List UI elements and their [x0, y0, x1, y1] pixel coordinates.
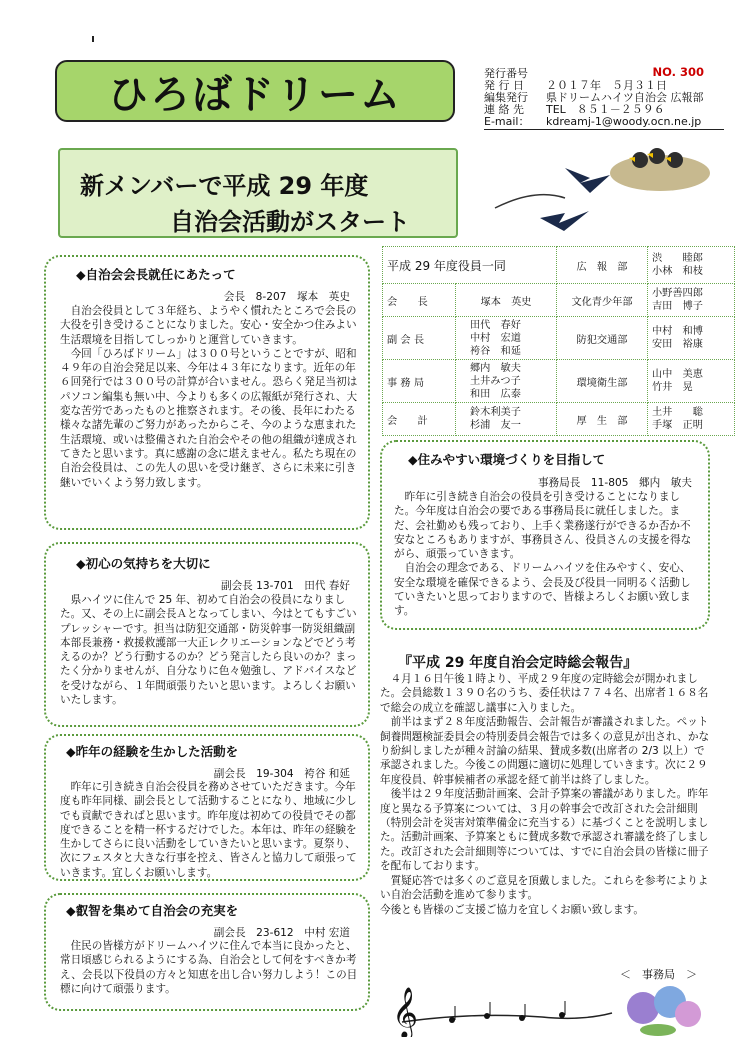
- masthead-meta: [484, 65, 724, 130]
- article-author: 会長 8-207 塚本 英史: [223, 291, 350, 303]
- article-body: 昨年に引き続き自治会の役員を引き受けることになりました。今年度は自治会の要である事務局長に就任しました。まだ、会社勤めも残っており、上手く業務遂行ができるか否か不安なところもありますが、事務員さん、役員さんの支援を得ながら、頑張っていきます。 自治会の理念である、ドリームハイツを住みやすく、安心、安全な環境を確保できるよう、会長及び役員一同明るく活動していきたいと思っておりますので、皆様よろしくお願い致します。: [394, 491, 692, 618]
- officers-caption: 平成 29 年度役員一同: [383, 247, 557, 284]
- article-author: 事務局長 11-805 郷内 敏夫: [537, 477, 692, 489]
- report-body: ４月１６日午後１時より、平成２９年度の定時総会が開かれました。会員総数１３９０名のうち、委任状は７７４名、出席者１６８名で総会の成立を確認し議事に入りました。 前半はまず２８年度活動報告、会計報告が審議されました。ペット飼養問題検証委員会の特別委員会報告では多くの意見が出され、かなり紛糾しましたが種々討論の結果、賛成多数(出席者の 2/3 以上）で承認されました。今後この問題に適切に処理していきます。次に２９年度役員、幹事候補者の承認を経て前半は終了しました。 後半は２９年度活動計画案、会計予算案の審議がありました。昨年度と異なる予算案については、３月の幹事会で改訂された会計細則（特別会計を災害対策準備金に充当する）に基づくことを説明しました。活動計画案、予算案ともに賛成多数で承認され審議を終了しました。改訂された会計細則等については、すでに自治会員の皆様に冊子を配布しております。 質疑応答では多くのご意見を頂戴しました。これらを参考によりよい自治会活動を進めて参ります。 今後とも皆様のご支援ご協力を宜しくお願い致します。: [380, 673, 710, 916]
- article-author: 副会長 23-612 中村 宏道: [213, 927, 350, 939]
- hydrangea-icon: [618, 980, 708, 1040]
- meta-row: 編集発行 県ドリームハイツ自治会 広報部: [484, 91, 704, 104]
- meta-row: 発 行 日 ２０１７年 ５月３１日: [484, 79, 667, 92]
- article-heading: ◆昨年の経験を生かした活動を: [66, 744, 239, 759]
- article-heading: ◆叡智を集めて自治会の充実を: [66, 903, 239, 918]
- headline-banner: [58, 148, 458, 238]
- article-body: 自治会役員として３年経ち、ようやく慣れたところで会長の大役を引き受けることになりました。安心・安全かつ住みよい生活環境を目指してしっかりと運営していきます。 今回「ひろばドリーム」は３００号ということですが、昭和４９年の自治会発足以来、今年は４３年になります。近年の年６回発行では３００号の計算が合いません。恐らく発足当初はパソコン編集も無い中、今よりも多くの広報紙が発行され、大変な苦労であったものと推察されます。その後、長年にわたる様々な諸先輩のご努力があったからこそ、今のような恵まれた生活環境、或いは整備された自治会やその他の組織が達成されてきたと思います。真に感謝の念に堪えません。私たち現在の自治会役員は、この先人の思いを受け継ぎ、さらに未来に引き継いでいくよう努力致します。: [60, 305, 358, 489]
- article-author: 副会長 19-304 袴谷 和延: [213, 768, 350, 780]
- article-box: [44, 542, 370, 727]
- article-body: 昨年に引き続き自治会役員を務めさせていただきます。今年度も昨年同様、副会長として活動することになり、地域に少しでも貢献できればと思います。昨年度は初めての役員でその都度できることを精一杯するだけでした。本年は、昨年の経験を生かしてさらに良い活動をしていきたいと思います。夏祭り、次にフェスタと大きな行事を控え、皆さんと協力して頑張っていきます。宜しくお願いします。: [60, 781, 357, 879]
- swallows-illustration: [485, 148, 725, 238]
- report-title: 『平成 29 年度自治会定時総会報告』: [398, 655, 638, 671]
- article-author: 副会長 13-701 田代 春好: [220, 580, 350, 592]
- meta-row: E-mail： kdreamj-1@woody.ocn.ne.jp: [484, 115, 702, 128]
- newsletter-title: ひろばドリーム: [108, 71, 402, 118]
- article-box: [380, 440, 710, 630]
- music-notes-icon: [392, 982, 622, 1037]
- officers-table: 平成 29 年度役員一同 広 報 部 渋 睦郎 小林 和枝 会 長 塚本 英史 文化青少年部 小野善四郎 吉田 博子 副 会 長 田代 春好 中村 宏道 袴谷 和延 防犯交通部 中村 和博 安田 裕康 事 務 局 郷内 敏夫 土井みつ子 和田 広泰 環境衛生部 山中 美恵 竹井 晃 会 計 鈴木利美子 杉浦 友一 厚 生 部 土井 聡 手塚 正明: [382, 246, 735, 436]
- officers-table-wrap: [382, 246, 735, 436]
- svg-text:𝄞: 𝄞: [392, 987, 419, 1037]
- article-heading: ◆初心の気持ちを大切に: [76, 556, 211, 571]
- issue-number: NO. 300: [652, 65, 704, 79]
- headline-line1: 新メンバーで平成 29 年度: [80, 172, 369, 200]
- article-box: [44, 734, 370, 881]
- article-body: 住民の皆様方がドリームハイツに住んで本当に良かったと、常日頃感じられるようにする為、自治会として何をすべきか考え、会長以下役員の方々と知恵を出し合い努力しよう！この目標に向けて頑張ります。: [60, 940, 358, 995]
- headline-line2: 自治会活動がスタート: [170, 208, 410, 236]
- article-heading: ◆住みやすい環境づくりを目指して: [408, 452, 606, 467]
- stray-mark: [92, 36, 94, 42]
- article-box: [44, 893, 370, 1011]
- article-body: 県ハイツに住んで 25 年、初めて自治会の役員になりました。又、その上に副会長Ａとなってしまい、今はとてもすごいプレッシャーです。担当は防犯交通部・防災幹事一防災組織副本部長兼務・救援救護部一大正レクリエーションなどでどう考えるのか？どう行動するのか？どう発言したら良いのか？まったく分かりませんが、自分なりに色々勉強し、アドバイスなどを受けながら、１年間頑張りたいと思います。よろしくお願いいたします。: [60, 594, 357, 707]
- meta-row: 発行番号: [484, 67, 528, 80]
- meta-row: 連 絡 先 TEL ８５１－２５９６: [484, 103, 665, 116]
- newsletter-title-box: [55, 60, 455, 122]
- report-signature: ＜ 事務局 ＞: [620, 968, 697, 981]
- article-box: [44, 255, 370, 530]
- article-heading: ◆自治会会長就任にあたって: [76, 267, 236, 282]
